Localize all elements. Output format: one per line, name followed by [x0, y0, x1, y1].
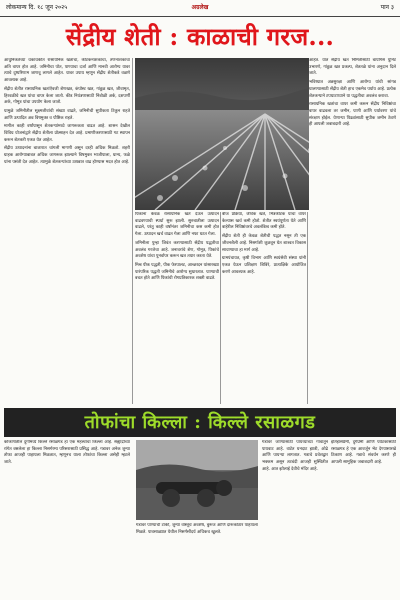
header-section: अग्रलेख — [191, 4, 209, 11]
column-divider — [307, 212, 308, 404]
article1-column-4 — [309, 58, 396, 404]
paragraph: गडावर पाण्याची टाकी, जुन्या वास्तूंचे अवशेष, बुरूज आणि दारूकोठार पाहायला मिळते. पावसाळ्यात येथील निसर्गसौंदर्य अधिकच खुलते. — [136, 523, 258, 535]
paragraph: आहेत. यात सेंद्रीय खत निर्मितीसाठी बायोगॅस युनिट उभारणे, गांडूळ खत प्रकल्प, शेततळे यांना अनुदान दिले जाते. — [309, 58, 396, 77]
article2-column-1 — [4, 440, 130, 597]
paragraph: सेंद्रीय शेती ही केवळ शेतीची पद्धत नसून ती एक जीवनशैली आहे. निसर्गाशी जुळवून घेत शाश्वत विकास साधण्याचा हा मार्ग आहे. — [222, 234, 306, 253]
column-divider — [132, 58, 133, 404]
article1-column-3 — [222, 212, 306, 404]
paragraph: गडावर जाण्यासाठी पायथ्याच्या गावातून पायवाट आहे. वाटेत घनदाट झाडी, ओढे आणि पायऱ्या लागतात. गडाचे प्रवेशद्वार भक्कम असून तटबंदी आजही सुस्थितीत आहे. आत झोलाई देवीचे मंदिर आहे. — [262, 440, 328, 472]
header-date: लोकमान्य दि. १८ जून २०२५ — [6, 4, 68, 11]
paragraph: मागील काही वर्षांपासून शेतकऱ्यांमध्ये जागरूकता वाढत आहे. शासन देखील विविध योजनांद्वारे सेंद्रीय शेतीला प्रोत्साहन देत आहे. प्रमाणीकरणासाठी गट स्थापन करून शेतकरी एकत्र येत आहेत. — [4, 124, 130, 143]
paragraph: जमिनीला पुन्हा जिवंत करण्यासाठी सेंद्रीय पद्धतीचा अवलंब गरजेचा आहे. जनावरांचे शेण, गोमूत्र, पिकांचे अवशेष यांचा पुनर्वापर करून खत तयार करता येते. — [135, 240, 219, 260]
page-header — [0, 0, 400, 17]
paragraph: कोकणातील दुर्गांमध्ये किल्ले रसाळगड हा एक महत्त्वाचा किल्ला आहे. सह्याद्रीच्या रांगेत वसलेला हा किल्ला निसर्गरम्य परिसरासाठी प्रसिद्ध आहे. गडावर अनेक जुन्या तोफा आजही पाहायला मिळतात, म्हणूनच याला तोफांचा किल्ला असेही म्हटले जाते. — [4, 440, 130, 466]
paragraph: बीज प्रक्रिया, जैविक खते, मित्रकीटक यांचा वापर केल्यास खर्च कमी होतो. शेतीत स्वयंपूर्णता येते आणि बाहेरील निविष्ठांवरचे अवलंबित्व कमी होते. — [222, 212, 306, 231]
article1-column-2 — [135, 212, 219, 404]
paragraph: आधुनिकतेच्या धकाधकीत रासायनिक खतांचा, कीटकनाशकांचा, तणनाशकांचा अति वापर होत आहे. जमिनीचा पोत, पाण्याचा दर्जा आणि मानवी आरोग्य यावर त्याचे दुष्परिणाम जाणवू लागले आहेत. यावर उपाय म्हणून सेंद्रीय शेतीकडे वळणे आवश्यक आहे. — [4, 58, 130, 84]
header-page-number: पान ३ — [380, 4, 394, 11]
paragraph: भविष्यात अन्नसुरक्षा आणि आरोग्य यांची सांगड घालण्यासाठी सेंद्रीय शेती हाच एकमेव पर्याय आहे. प्रत्येक शेतकऱ्याने टप्प्याटप्प्याने या पद्धतीचा अवलंब करावा. — [309, 80, 396, 99]
paragraph: यामुळे जमिनीतील सूक्ष्मजीवांची संख्या वाढते, जमिनीची सुपीकता टिकून राहते आणि उत्पादित अन्न विषमुक्त व पौष्टिक राहते. — [4, 108, 130, 121]
column-divider — [220, 212, 221, 404]
paragraph: पिकांना केवळ रासायनिक खते देऊन उत्पादन वाढवण्याची स्पर्धा सुरू झाली. सुरुवातीला उत्पादन वाढले, परंतु काही वर्षांनंतर जमिनीचा कस कमी होत गेला. उत्पादन खर्च वाढत गेला आणि नफा घटत गेला. — [135, 212, 219, 238]
paragraph: मिश्र पीक पद्धती, पीक फेरपालट, आच्छादन यांसारख्या पारंपरिक पद्धती जमिनीचे आरोग्य सुधारतात. पाण्याची बचत होते आणि पिकांची रोगप्रतिकारक शक्ती वाढते. — [135, 262, 219, 282]
paragraph: रासायनिक खतांचा वापर कमी करून सेंद्रीय निविष्ठांचा वापर वाढवला तर जमीन, पाणी आणि पर्यावरण यांचे संरक्षण होईल. येणाऱ्या पिढ्यांसाठी सुपीक जमीन ठेवणे ही आपली जबाबदारी आहे. — [309, 102, 396, 128]
paragraph: सेंद्रीय उत्पादनांना बाजारात चांगली मागणी असून दरही अधिक मिळतो. शहरी ग्राहक आरोग्याबाबत अधिक जागरूक झाल्याने विषमुक्त भाजीपाला, धान्य, फळे यांना पसंती देत आहेत. त्यामुळे शेतकऱ्यांच्या उत्पन्नात वाढ होण्यास मदत होत आहे. — [4, 146, 130, 165]
article2-column-2 — [262, 440, 328, 597]
article1-headline: सेंद्रीय शेती : काळाची गरज... — [65, 22, 335, 51]
fort-cannon-photo — [136, 440, 258, 520]
article2-column-3 — [136, 523, 258, 597]
paragraph: सेंद्रीय शेतीत रासायनिक खतांऐवजी शेणखत, कंपोस्ट खत, गांडूळ खत, जीवामृत, हिरवळीचे खत यांचा वापर केला जातो. कीड नियंत्रणासाठी निंबोळी अर्क, दशपर्णी अर्क, गोमूत्र यांचा उपयोग केला जातो. — [4, 86, 130, 106]
paragraph: इतिहासप्रेमी, दुर्गप्रेमी आणि पर्यटकांसाठी रसाळगड हे एक आवर्जून भेट देण्यासारखे ठिकाण आहे. गडाचे संवर्धन करणे ही आपली सामूहिक जबाबदारी आहे. — [331, 440, 396, 466]
paragraph: ग्रामपंचायत, कृषी विभाग आणि स्वयंसेवी संस्था यांनी एकत्र येऊन प्रशिक्षण शिबिरे, प्रात्यक्षिके आयोजित करणे आवश्यक आहे. — [222, 256, 306, 275]
article2-headline: तोफांचा किल्ला : किल्ले रसाळगड — [84, 412, 316, 433]
article1-column-1 — [4, 58, 130, 404]
article2-column-4 — [331, 440, 396, 597]
